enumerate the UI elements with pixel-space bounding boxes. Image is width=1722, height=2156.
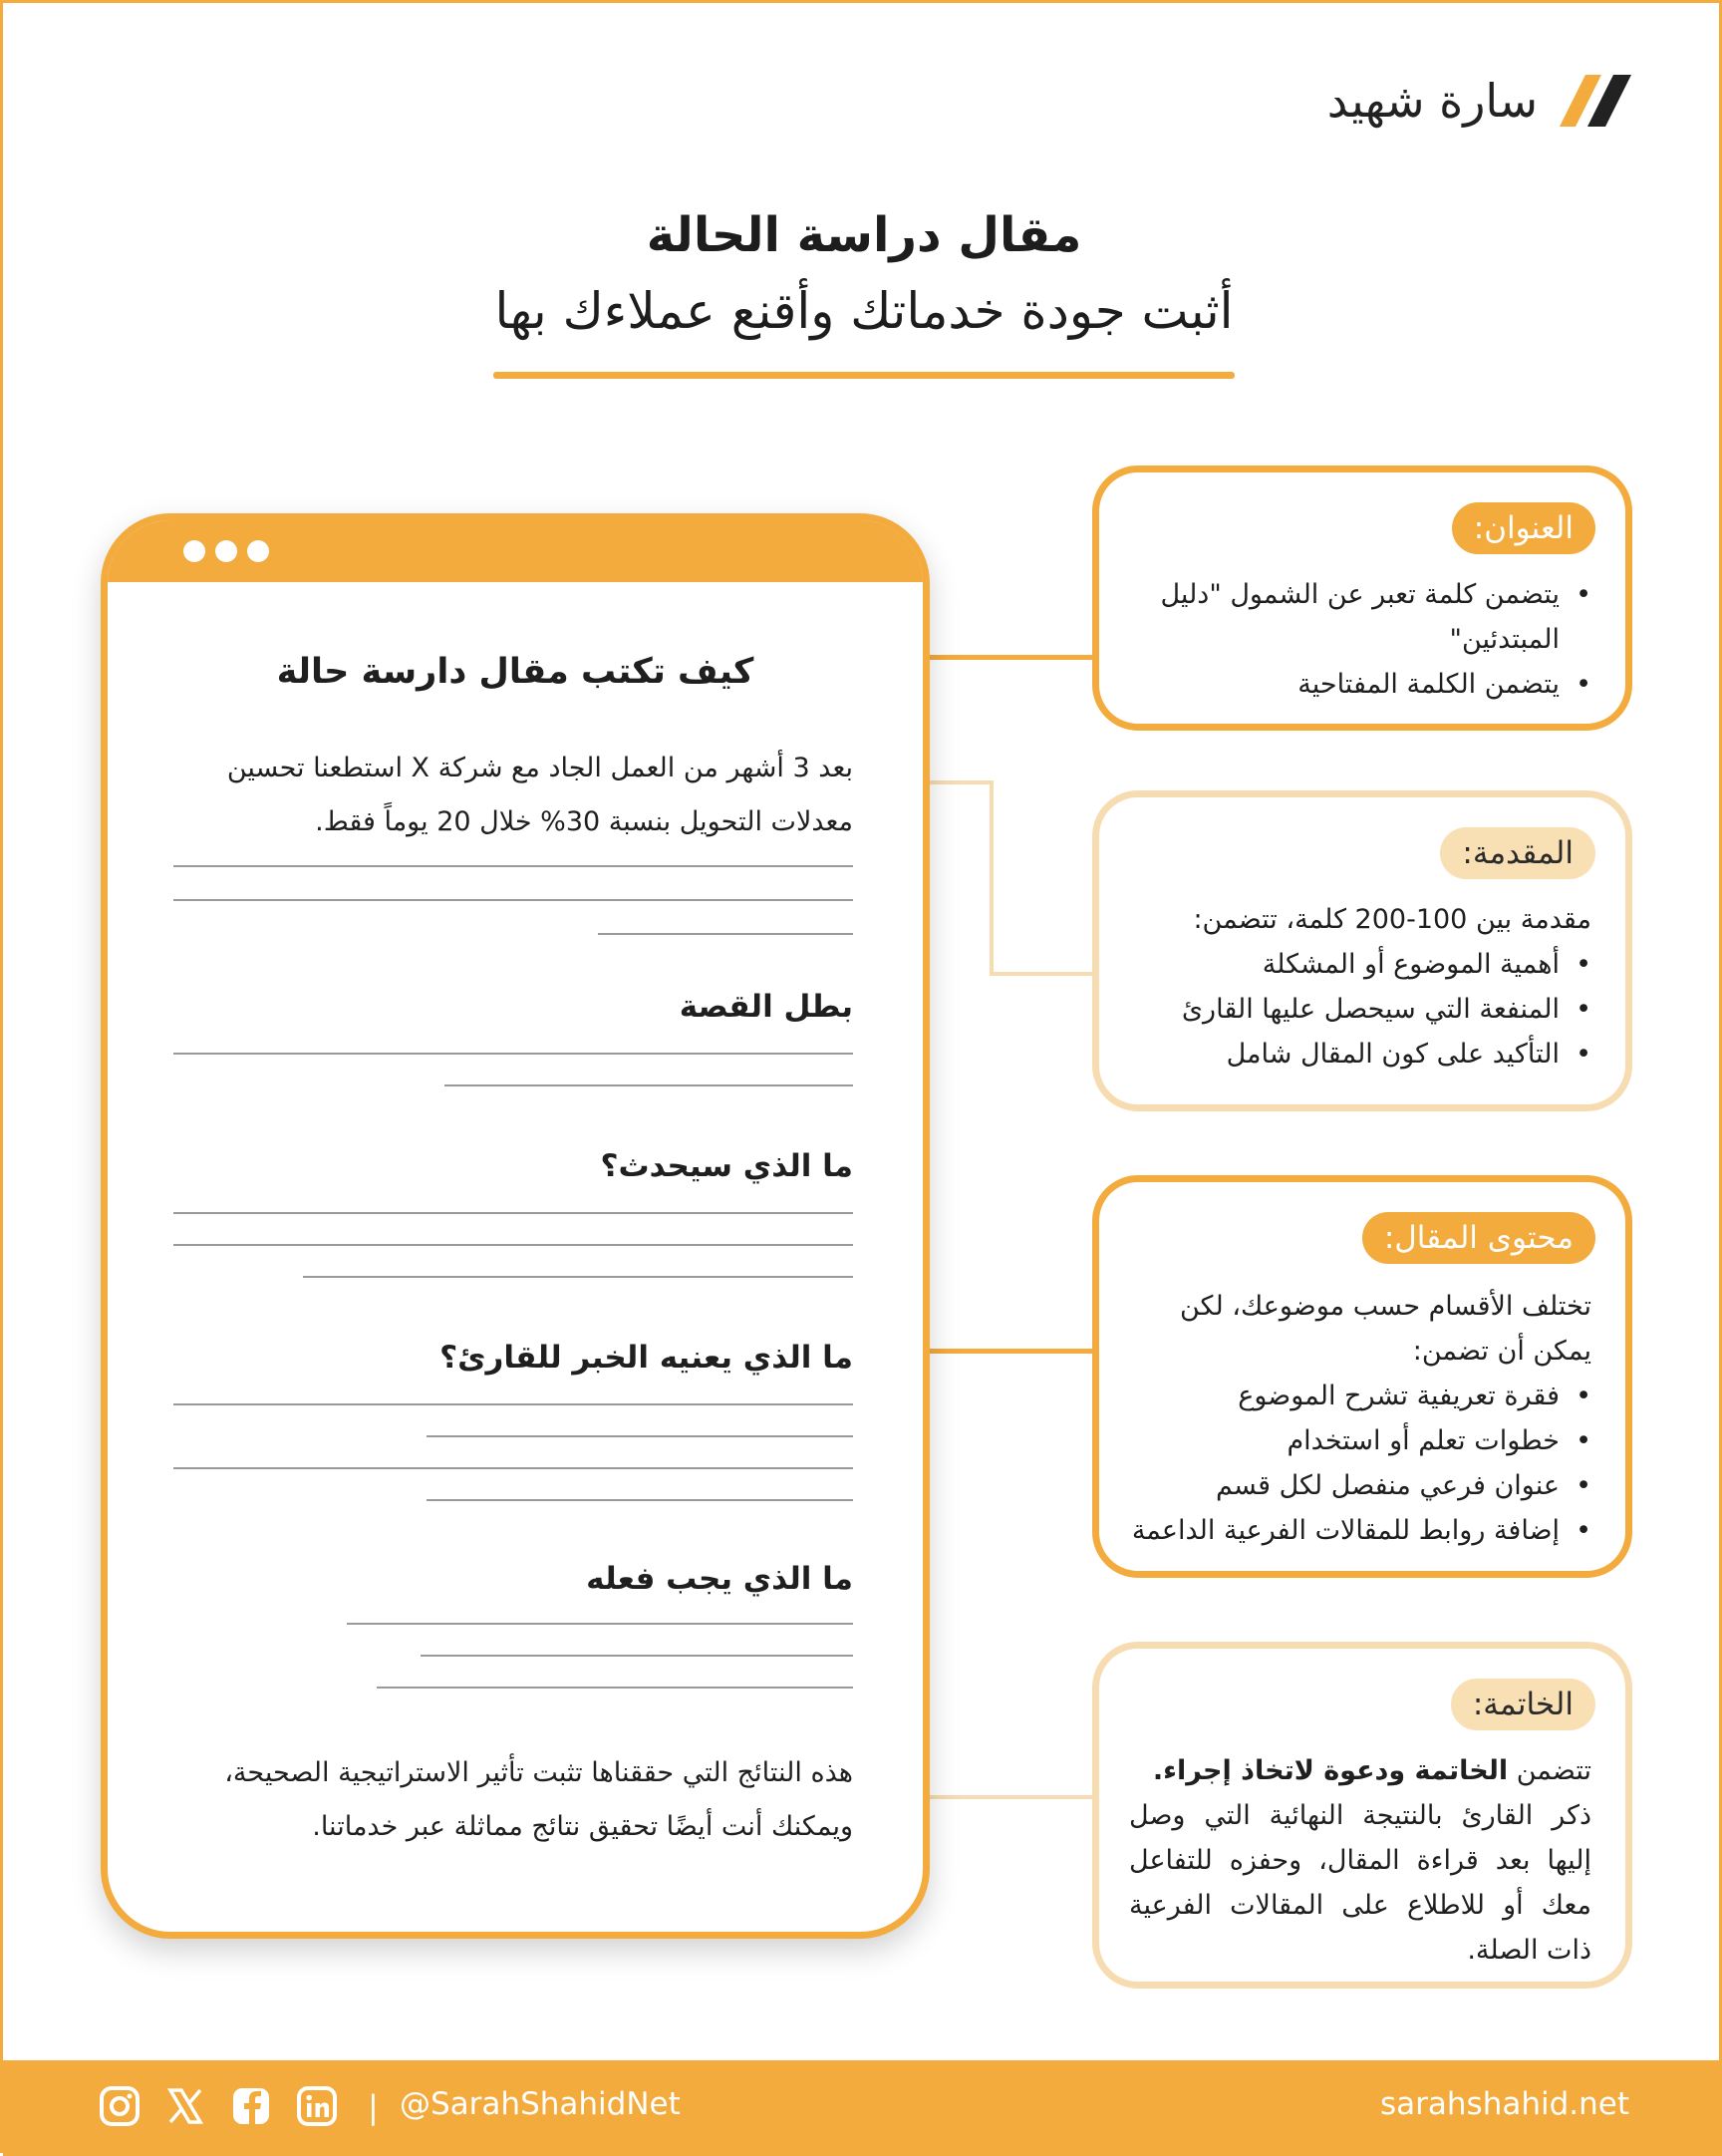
placeholder-line <box>347 1623 853 1625</box>
placeholder-line <box>421 1655 853 1657</box>
window-dot-icon <box>183 540 205 562</box>
connector-intro-c <box>990 972 1095 976</box>
article-closing: هذه النتائج التي حققناها تثبت تأثير الاستراتيجية الصحيحة، ويمكنك أنت أيضًا تحقيق نتائج مماثلة عبر خدماتنا. <box>224 1757 853 1842</box>
list-item: • يتضمن كلمة تعبر عن الشمول "دليل المبتدئين" <box>1129 572 1591 662</box>
card-label: العنوان: <box>1452 502 1595 554</box>
footer-separator: | <box>368 2088 379 2126</box>
conclusion-lead-bold: الخاتمة ودعوة لاتخاذ إجراء. <box>1152 1755 1509 1786</box>
article-heading: ما الذي سيحدث؟ <box>600 1148 853 1184</box>
list-item: • فقرة تعريفية تشرح الموضوع <box>1129 1374 1591 1418</box>
article-heading: بطل القصة <box>679 989 853 1025</box>
list-item: • خطوات تعلم أو استخدام <box>1129 1418 1591 1463</box>
list-lead: تختلف الأقسام حسب موضوعك، لكن يمكن أن تضمن: <box>1180 1291 1591 1367</box>
list-item: • عنوان فرعي منفصل لكل قسم <box>1129 1463 1591 1508</box>
placeholder-line <box>444 1084 853 1086</box>
connector-intro-b <box>990 780 994 976</box>
content-card <box>1092 1175 1632 1578</box>
social-handle[interactable]: @SarahShahidNet <box>400 2086 681 2122</box>
window-dot-icon <box>215 540 237 562</box>
conclusion-text: ذكر القارئ بالنتيجة النهائية التي وصل إليها بعد قراءة المقال، وحفزه للتفاعل معك أو للاطلاع على المقالات الفرعية ذات الصلة. <box>1129 1800 1591 1966</box>
conclusion-card <box>1092 1642 1632 1989</box>
footer <box>3 2060 1722 2156</box>
card-list <box>1129 1284 1591 1553</box>
facebook-icon[interactable] <box>230 2085 272 2127</box>
list-item: • أهمية الموضوع أو المشكلة <box>1129 942 1591 987</box>
article-title: كيف تكتب مقال دارسة حالة <box>276 652 754 692</box>
article-intro: بعد 3 أشهر من العمل الجاد مع شركة X استطعنا تحسين معدلات التحويل بنسبة 30% خلال 20 يوماً فقط. <box>226 753 853 837</box>
card-list <box>1129 572 1591 707</box>
placeholder-line <box>427 1499 853 1501</box>
instagram-icon[interactable] <box>99 2085 141 2127</box>
website-link[interactable]: sarahshahid.net <box>1380 2086 1629 2122</box>
window-dot-icon <box>247 540 269 562</box>
list-lead: مقدمة بين 100-200 كلمة، تتضمن: <box>1193 904 1591 935</box>
title-underline <box>493 372 1235 379</box>
card-paragraph <box>1129 1748 1591 1973</box>
page-title: مقال دراسة الحالة <box>646 207 1082 263</box>
list-item: • إضافة روابط للمقالات الفرعية الداعمة <box>1129 1508 1591 1553</box>
article-heading: ما الذي يجب فعله <box>586 1561 853 1597</box>
card-list <box>1129 897 1591 1077</box>
placeholder-line <box>303 1276 853 1278</box>
linkedin-icon[interactable] <box>296 2085 338 2127</box>
title-card <box>1092 465 1632 731</box>
placeholder-line <box>173 1467 853 1469</box>
brand-name: سارة شهيد <box>1326 74 1538 128</box>
conclusion-lead: تتضمن <box>1508 1755 1591 1786</box>
brand[interactable] <box>1327 71 1635 131</box>
card-label: المقدمة: <box>1440 827 1595 879</box>
page-subtitle: أثبت جودة خدماتك وأقنع عملاءك بها <box>494 282 1234 340</box>
placeholder-line <box>173 1053 853 1055</box>
phone-mockup <box>101 513 930 1939</box>
phone-title-bar <box>108 520 923 582</box>
card-label: الخاتمة: <box>1451 1679 1595 1730</box>
placeholder-line <box>173 899 853 901</box>
list-item: • يتضمن الكلمة المفتاحية <box>1129 662 1591 707</box>
card-label: محتوى المقال: <box>1362 1212 1595 1264</box>
placeholder-line <box>173 1403 853 1405</box>
list-item: • المنفعة التي سيحصل عليها القارئ <box>1129 987 1591 1032</box>
x-icon[interactable] <box>164 2085 206 2127</box>
placeholder-line <box>173 865 853 867</box>
article-heading: ما الذي يعنيه الخبر للقارئ؟ <box>439 1340 853 1376</box>
intro-card <box>1092 790 1632 1111</box>
list-item: • التأكيد على كون المقال شامل <box>1129 1032 1591 1077</box>
placeholder-line <box>377 1687 853 1689</box>
slash-logo-icon <box>1556 71 1635 131</box>
placeholder-line <box>598 933 853 935</box>
placeholder-line <box>427 1435 853 1437</box>
placeholder-line <box>173 1244 853 1246</box>
placeholder-line <box>173 1212 853 1214</box>
